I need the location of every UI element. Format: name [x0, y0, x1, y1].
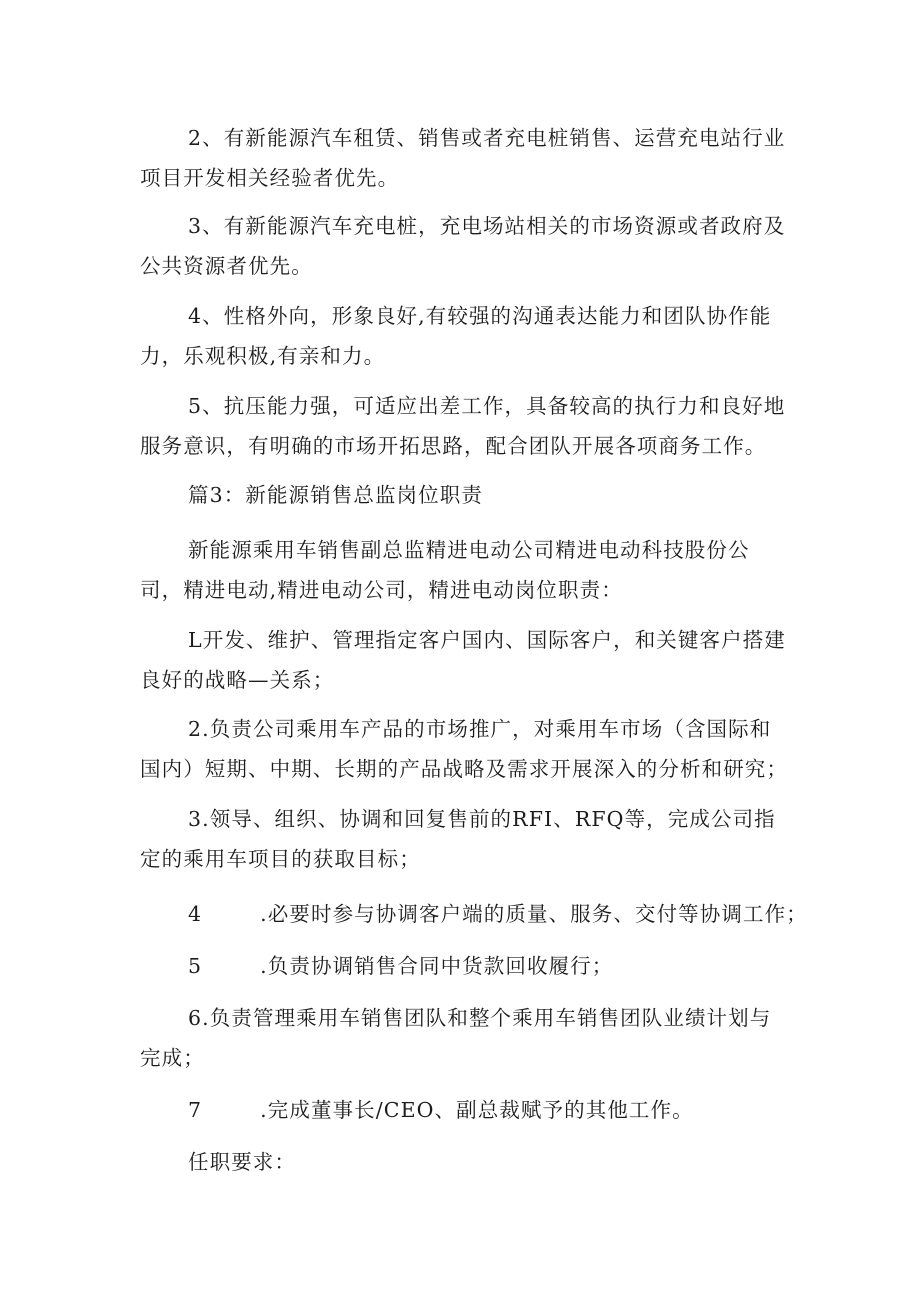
- paragraph-requirement-5: 5、抗压能力强，可适应出差工作，具备较高的执行力和良好地服务意识，有明确的市场开拓思路，配合团队开展各项商务工作。: [140, 394, 786, 458]
- paragraph-requirement-4: 4、性格外向，形象良好,有较强的沟通表达能力和团队协作能力，乐观积极,有亲和力。: [140, 304, 772, 368]
- paragraph-duty-3: 3.领导、组织、协调和回复售前的RFI、RFQ等，完成公司指定的乘用车项目的获取目标；: [140, 807, 776, 871]
- duty-number: 4: [188, 902, 203, 926]
- paragraph-duty-5: [140, 946, 790, 986]
- paragraph-duty-2: 2.负责公司乘用车产品的市场推广，对乘用车市场（含国际和国内）短期、中期、长期的产品战略及需求开展深入的分析和研究；: [140, 717, 788, 781]
- duty-number: 5: [188, 954, 203, 978]
- paragraph-duty-1: L开发、维护、管理指定客户国内、国际客户，和关键客户搭建良好的战略—关系；: [140, 628, 786, 692]
- duty-text: .必要时参与协调客户端的质量、服务、交付等协调工作；: [260, 902, 808, 926]
- paragraph-requirement-2: 2、有新能源汽车租赁、销售或者充电桩销售、运营充电站行业项目开发相关经验者优先。: [140, 126, 786, 190]
- duty-text: .负责协调销售合同中货款回收履行；: [260, 954, 614, 978]
- section-heading: 篇3：新能源销售总监岗位职责: [188, 483, 483, 507]
- paragraph-duty-6: 6.负责管理乘用车销售团队和整个乘用车销售团队业绩计划与完成；: [140, 1006, 772, 1070]
- duty-text: .完成董事长/CEO、副总裁赋予的其他工作。: [260, 1098, 694, 1122]
- paragraph-requirement-3: 3、有新能源汽车充电桩，充电场站相关的市场资源或者政府及公共资源者优先。: [140, 214, 786, 278]
- duty-number: 7: [188, 1098, 203, 1122]
- paragraph-duty-7: [140, 1090, 790, 1130]
- paragraph-job-intro: 新能源乘用车销售副总监精进电动公司精进电动科技股份公司，精进电动,精进电动公司，精进电动岗位职责：: [140, 538, 750, 602]
- paragraph-duty-4: [140, 894, 808, 934]
- paragraph-requirements-heading: 任职要求：: [188, 1150, 296, 1174]
